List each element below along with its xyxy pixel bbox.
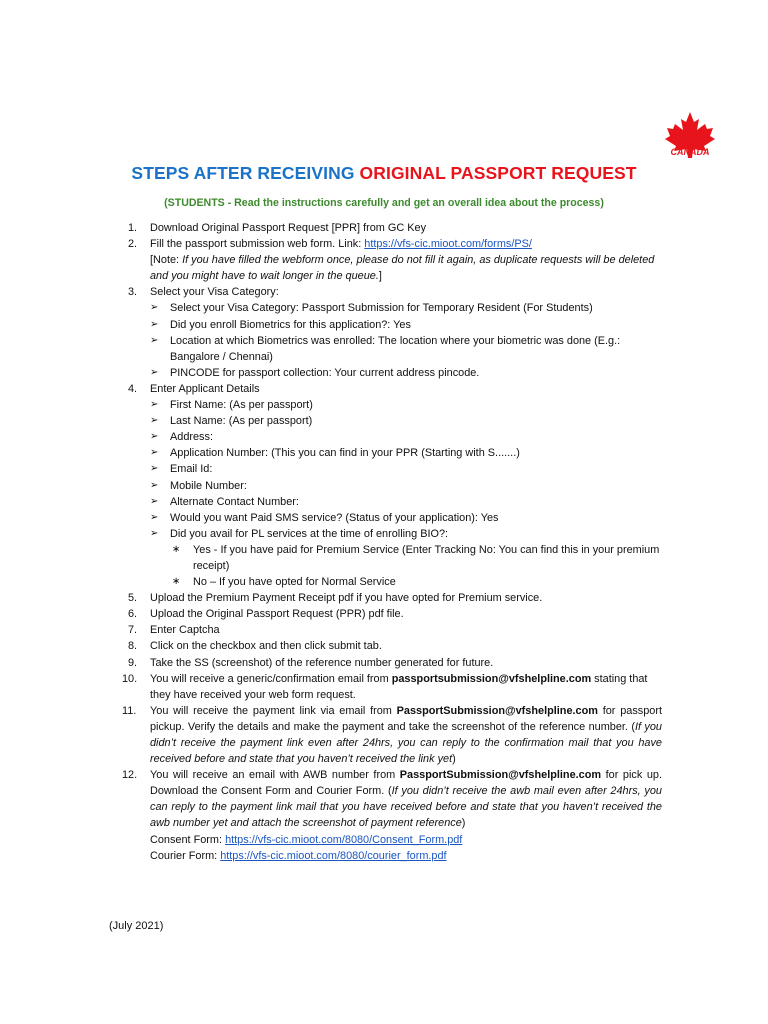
item-text: Select your Visa Category: Passport Submission for Temporary Resident (For Students) (170, 302, 593, 315)
item-text: Did you enroll Biometrics for this application?: Yes (170, 318, 411, 331)
list-item (117, 510, 662, 526)
step-number: 9. (128, 656, 138, 669)
arrow-icon: ➢ (150, 511, 159, 523)
item-text: Location at which Biometrics was enrolled: The location where your biometric was done (E.g.: Bangalore / Chennai) (170, 334, 621, 363)
item-text: First Name: (As per passport) (170, 399, 313, 412)
step-note: If you didn’t receive the payment link even after 24hrs, you can reply to the confirmation mail that you have received before and state that you haven’t received the link yet (150, 720, 662, 766)
sub-list-item (117, 574, 662, 590)
list-item (117, 397, 662, 413)
step-text: stating that they have received your web form request. (150, 672, 648, 701)
step-text: Take the SS (screenshot) of the reference number generated for future. (150, 656, 494, 669)
arrow-icon: ➢ (150, 318, 159, 330)
step-6 (117, 606, 662, 622)
step-number: 5. (128, 592, 138, 605)
step-text: Click on the checkbox and then click submit tab. (150, 640, 382, 653)
arrow-icon: ➢ (150, 479, 159, 491)
list-item (117, 365, 662, 381)
courier-label: Courier Form: (150, 849, 221, 862)
subtitle: (STUDENTS - Read the instructions carefully and get an overall idea about the process) (164, 197, 604, 209)
item-text: Last Name: (As per passport) (170, 415, 313, 428)
note-close: ] (378, 270, 382, 283)
arrow-icon: ➢ (150, 495, 159, 507)
step-text: Download Original Passport Request [PPR] from GC Key (150, 222, 427, 234)
item-text: Mobile Number: (170, 479, 247, 492)
email-address: PassportSubmission@vfshelpline.com (396, 704, 598, 717)
arrow-icon: ➢ (150, 302, 159, 314)
step-number: 11. (122, 704, 137, 717)
arrow-icon: ➢ (150, 463, 159, 475)
sub-list-item (117, 542, 662, 574)
step-number: 12. (122, 769, 138, 782)
arrow-icon: ➢ (150, 431, 159, 443)
note-open: [Note: (150, 254, 183, 267)
list-item (117, 461, 662, 477)
email-address: PassportSubmission@vfshelpline.com (399, 769, 602, 782)
step-8 (117, 638, 662, 654)
step-text: Enter Captcha (150, 624, 220, 637)
item-text: Address: (170, 431, 213, 444)
step-10 (117, 671, 662, 703)
list-item (117, 526, 662, 542)
item-text: Would you want Paid SMS service? (Status of your application): Yes (170, 511, 499, 524)
arrow-icon: ➢ (150, 527, 159, 539)
item-text: Alternate Contact Number: (170, 495, 299, 508)
step-text: for pick up. Download the Consent Form and Courier Form. ( (150, 769, 663, 798)
note-text: If you have filled the webform once, please do not fill it again, as duplicate requests will be deleted and you might have to wait longer in the queue. (150, 254, 655, 283)
step-4 (117, 381, 662, 397)
step-number: 10. (122, 672, 138, 685)
email-address: passportsubmission@vfshelpline.com (391, 672, 592, 685)
step-number: 7. (128, 624, 138, 637)
consent-form-link[interactable]: https://vfs-cic.mioot.com/8080/Consent_Form.pdf (225, 833, 463, 846)
step-text: You will receive an email with AWB number from (150, 769, 400, 782)
courier-form-link[interactable]: https://vfs-cic.mioot.com/8080/courier_form.pdf (220, 849, 447, 862)
consent-label: Consent Form: (150, 833, 226, 846)
step-number: 2. (128, 238, 138, 251)
courier-form-line (117, 848, 662, 864)
arrow-icon: ➢ (150, 447, 159, 459)
step-text: for passport pickup. Verify the details and make the payment and take the screenshot of the reference number. ( (150, 704, 662, 733)
step-text: Enter Applicant Details (150, 382, 260, 395)
step-11 (117, 703, 662, 767)
step-note: If you didn’t receive the awb mail even after 24hrs, you can reply to the payment link mail that you have received before and state that you haven’t received the awb number yet and attach the screenshot of payment reference (150, 785, 662, 830)
step-text: Select your Visa Category: (150, 286, 279, 299)
step-text: Upload the Original Passport Request (PPR) pdf file. (150, 608, 404, 621)
arrow-icon: ➢ (150, 366, 159, 378)
step-number: 3. (128, 286, 138, 299)
list-item (117, 494, 662, 510)
step-12 (117, 767, 662, 831)
item-text: Application Number: (This you can find in your PPR (Starting with S.......) (170, 447, 520, 460)
list-item (117, 445, 662, 461)
consent-form-line (117, 832, 662, 848)
list-item (117, 478, 662, 494)
list-item (117, 300, 662, 316)
step-number: 1. (128, 222, 138, 234)
title-part-blue: STEPS AFTER RECEIVING (131, 163, 355, 183)
step-text: Upload the Premium Payment Receipt pdf if you have opted for Premium service. (150, 592, 543, 605)
step-number: 8. (128, 640, 138, 653)
step-9 (117, 655, 662, 671)
asterisk-icon: ∗ (172, 576, 181, 588)
list-item (117, 333, 662, 365)
step-text: ) (452, 753, 456, 766)
item-text: No – If you have opted for Normal Service (193, 576, 396, 589)
page-title (0, 163, 768, 184)
item-text: Did you avail for PL services at the time of enrolling BIO?: (170, 527, 449, 540)
webform-link[interactable]: https://vfs-cic.mioot.com/forms/PS/ (364, 238, 532, 251)
step-3 (117, 284, 662, 300)
step-number: 4. (128, 382, 138, 395)
arrow-icon: ➢ (150, 334, 159, 346)
step-2 (117, 236, 662, 284)
step-1 (117, 220, 662, 236)
arrow-icon: ➢ (150, 399, 159, 411)
list-item (117, 317, 662, 333)
arrow-icon: ➢ (150, 415, 159, 427)
step-text: ) (461, 817, 466, 830)
step-text: You will receive the payment link via email from (150, 704, 397, 717)
step-text: Fill the passport submission web form. Link: (150, 238, 365, 251)
document-date: (July 2021) (109, 920, 164, 932)
steps-list (117, 220, 662, 864)
canada-text: CANADA (670, 147, 710, 157)
canada-logo (660, 110, 720, 164)
item-text: PINCODE for passport collection: Your current address pincode. (170, 366, 480, 379)
step-5 (117, 590, 662, 606)
asterisk-icon: ∗ (172, 543, 181, 555)
step-7 (117, 622, 662, 638)
step-number: 6. (128, 608, 138, 621)
item-text: Email Id: (170, 463, 213, 476)
list-item (117, 429, 662, 445)
item-text: Yes - If you have paid for Premium Service (Enter Tracking No: You can find this in your premium receipt) (193, 543, 660, 572)
step-text: You will receive a generic/confirmation email from (150, 672, 392, 685)
title-part-red: ORIGINAL PASSPORT REQUEST (359, 163, 637, 183)
list-item (117, 413, 662, 429)
